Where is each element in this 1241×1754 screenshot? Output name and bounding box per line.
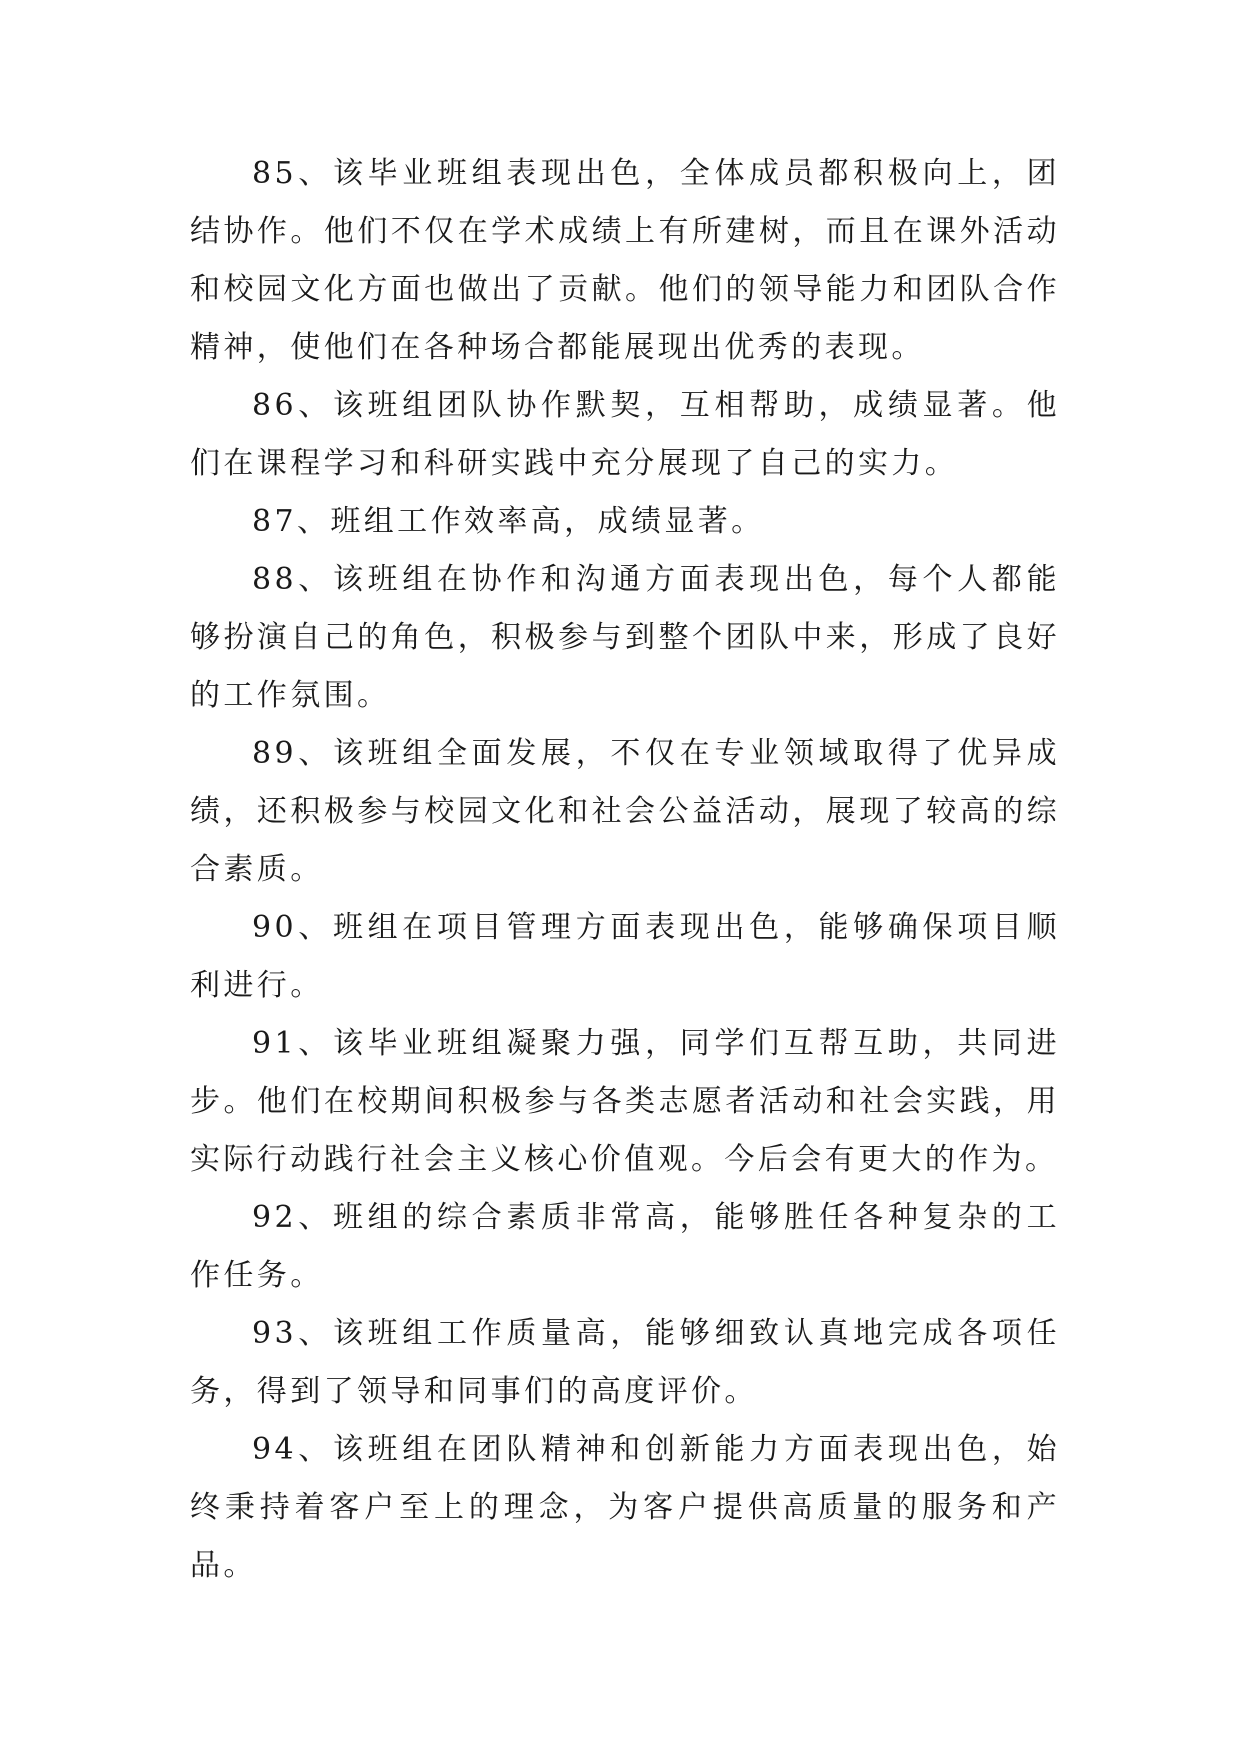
paragraph-91: 91、该毕业班组凝聚力强，同学们互帮互助，共同进步。他们在校期间积极参与各类志愿者活动和社会实践，用实际行动践行社会主义核心价值观。今后会有更大的作为。 <box>190 1026 1060 1177</box>
paragraph-93: 93、该班组工作质量高，能够细致认真地完成各项任务，得到了领导和同事们的高度评价。 <box>190 1316 1060 1409</box>
paragraph-90: 90、班组在项目管理方面表现出色，能够确保项目顺利进行。 <box>190 910 1060 1003</box>
document-body <box>190 145 1060 1595</box>
paragraph-94: 94、该班组在团队精神和创新能力方面表现出色，始终秉持着客户至上的理念，为客户提供高质量的服务和产品。 <box>190 1432 1060 1583</box>
paragraph-92: 92、班组的综合素质非常高，能够胜任各种复杂的工作任务。 <box>190 1200 1060 1293</box>
paragraph-87: 87、班组工作效率高，成绩显著。 <box>252 504 765 539</box>
paragraph-86: 86、该班组团队协作默契，互相帮助，成绩显著。他们在课程学习和科研实践中充分展现了自己的实力。 <box>190 388 1060 481</box>
paragraph-88: 88、该班组在协作和沟通方面表现出色，每个人都能够扮演自己的角色，积极参与到整个团队中来，形成了良好的工作氛围。 <box>190 562 1060 713</box>
paragraph-89: 89、该班组全面发展，不仅在专业领域取得了优异成绩，还积极参与校园文化和社会公益活动，展现了较高的综合素质。 <box>190 736 1060 887</box>
paragraph-85: 85、该毕业班组表现出色，全体成员都积极向上，团结协作。他们不仅在学术成绩上有所建树，而且在课外活动和校园文化方面也做出了贡献。他们的领导能力和团队合作精神，使他们在各种场合都能展现出优秀的表现。 <box>190 156 1060 365</box>
